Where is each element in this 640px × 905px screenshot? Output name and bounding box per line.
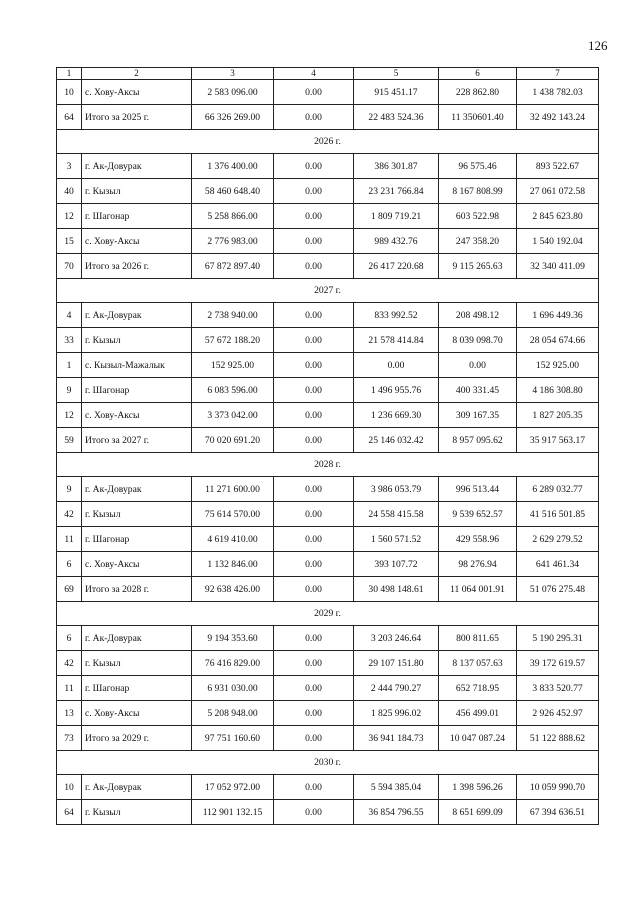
column-5-amount: 1 560 571.52 [354, 527, 439, 552]
table-row [57, 477, 599, 502]
row-number: 70 [57, 254, 82, 279]
column-5-amount: 0.00 [354, 353, 439, 378]
column-7-amount: 2 629 279.52 [517, 527, 599, 552]
table-row [57, 527, 599, 552]
column-5-amount: 393 107.72 [354, 552, 439, 577]
total-amount: 76 416 829.00 [192, 651, 274, 676]
total-amount: 9 194 353.60 [192, 626, 274, 651]
table-row [57, 726, 599, 751]
municipality-name: Итого за 2026 г. [82, 254, 192, 279]
municipality-name: г. Ак-Довурак [82, 303, 192, 328]
column-7-amount: 32 340 411.09 [517, 254, 599, 279]
column-number-header: 7 [517, 68, 599, 80]
column-7-amount: 2 845 623.80 [517, 204, 599, 229]
data-table [56, 67, 599, 825]
total-amount: 1 376 400.00 [192, 154, 274, 179]
column-4-amount: 0.00 [274, 676, 354, 701]
column-7-amount: 39 172 619.57 [517, 651, 599, 676]
year-section-row [57, 751, 599, 775]
municipality-name: г. Кызыл [82, 502, 192, 527]
column-6-amount: 11 350601.40 [439, 105, 517, 130]
column-5-amount: 30 498 148.61 [354, 577, 439, 602]
year-heading: 2029 г. [57, 602, 599, 626]
municipality-name: г. Ак-Довурак [82, 477, 192, 502]
column-5-amount: 1 236 669.30 [354, 403, 439, 428]
municipality-name: с. Хову-Аксы [82, 552, 192, 577]
column-4-amount: 0.00 [274, 229, 354, 254]
row-number: 6 [57, 626, 82, 651]
total-amount: 4 619 410.00 [192, 527, 274, 552]
column-5-amount: 29 107 151.80 [354, 651, 439, 676]
column-4-amount: 0.00 [274, 105, 354, 130]
row-number: 33 [57, 328, 82, 353]
column-5-amount: 26 417 220.68 [354, 254, 439, 279]
total-amount: 3 373 042.00 [192, 403, 274, 428]
total-amount: 6 931 030.00 [192, 676, 274, 701]
column-7-amount: 28 054 674.66 [517, 328, 599, 353]
municipality-name: с. Кызыл-Мажалык [82, 353, 192, 378]
row-number: 15 [57, 229, 82, 254]
table-row [57, 775, 599, 800]
column-4-amount: 0.00 [274, 403, 354, 428]
column-7-amount: 893 522.67 [517, 154, 599, 179]
municipality-name: г. Ак-Довурак [82, 626, 192, 651]
year-heading: 2027 г. [57, 279, 599, 303]
column-4-amount: 0.00 [274, 577, 354, 602]
column-6-amount: 400 331.45 [439, 378, 517, 403]
column-5-amount: 25 146 032.42 [354, 428, 439, 453]
column-6-amount: 8 957 095.62 [439, 428, 517, 453]
row-number: 69 [57, 577, 82, 602]
table-row [57, 254, 599, 279]
column-7-amount: 152 925.00 [517, 353, 599, 378]
column-7-amount: 32 492 143.24 [517, 105, 599, 130]
total-amount: 97 751 160.60 [192, 726, 274, 751]
municipality-name: с. Хову-Аксы [82, 229, 192, 254]
column-5-amount: 833 992.52 [354, 303, 439, 328]
column-7-amount: 51 122 888.62 [517, 726, 599, 751]
column-7-amount: 67 394 636.51 [517, 800, 599, 825]
column-6-amount: 8 651 699.09 [439, 800, 517, 825]
total-amount: 5 208 948.00 [192, 701, 274, 726]
column-7-amount: 4 186 308.80 [517, 378, 599, 403]
municipality-name: г. Ак-Довурак [82, 775, 192, 800]
column-5-amount: 3 986 053.79 [354, 477, 439, 502]
column-6-amount: 603 522.98 [439, 204, 517, 229]
table-row [57, 552, 599, 577]
column-6-amount: 96 575.46 [439, 154, 517, 179]
column-5-amount: 21 578 414.84 [354, 328, 439, 353]
total-amount: 2 776 983.00 [192, 229, 274, 254]
column-7-amount: 2 926 452.97 [517, 701, 599, 726]
table-row [57, 651, 599, 676]
row-number: 6 [57, 552, 82, 577]
column-7-amount: 35 917 563.17 [517, 428, 599, 453]
column-number-header: 5 [354, 68, 439, 80]
column-4-amount: 0.00 [274, 328, 354, 353]
column-7-amount: 1 696 449.36 [517, 303, 599, 328]
table-row [57, 800, 599, 825]
row-number: 64 [57, 105, 82, 130]
municipality-name: Итого за 2027 г. [82, 428, 192, 453]
column-6-amount: 10 047 087.24 [439, 726, 517, 751]
municipality-name: г. Шагонар [82, 378, 192, 403]
column-7-amount: 1 540 192.04 [517, 229, 599, 254]
column-7-amount: 5 190 295.31 [517, 626, 599, 651]
row-number: 9 [57, 477, 82, 502]
row-number: 12 [57, 204, 82, 229]
column-7-amount: 41 516 501.85 [517, 502, 599, 527]
column-number-header-row [57, 68, 599, 80]
column-6-amount: 0.00 [439, 353, 517, 378]
municipality-name: с. Хову-Аксы [82, 701, 192, 726]
year-section-row [57, 130, 599, 154]
row-number: 11 [57, 676, 82, 701]
row-number: 11 [57, 527, 82, 552]
column-number-header: 3 [192, 68, 274, 80]
total-amount: 11 271 600.00 [192, 477, 274, 502]
column-4-amount: 0.00 [274, 502, 354, 527]
total-amount: 58 460 648.40 [192, 179, 274, 204]
table-row [57, 80, 599, 105]
column-5-amount: 36 854 796.55 [354, 800, 439, 825]
column-6-amount: 9 539 652.57 [439, 502, 517, 527]
table-row [57, 353, 599, 378]
municipality-name: Итого за 2029 г. [82, 726, 192, 751]
column-5-amount: 1 496 955.76 [354, 378, 439, 403]
row-number: 64 [57, 800, 82, 825]
column-6-amount: 800 811.65 [439, 626, 517, 651]
column-6-amount: 98 276.94 [439, 552, 517, 577]
column-6-amount: 996 513.44 [439, 477, 517, 502]
column-4-amount: 0.00 [274, 428, 354, 453]
column-5-amount: 386 301.87 [354, 154, 439, 179]
row-number: 73 [57, 726, 82, 751]
column-4-amount: 0.00 [274, 626, 354, 651]
total-amount: 67 872 897.40 [192, 254, 274, 279]
table-row [57, 403, 599, 428]
column-5-amount: 989 432.76 [354, 229, 439, 254]
column-6-amount: 9 115 265.63 [439, 254, 517, 279]
table-row [57, 428, 599, 453]
row-number: 3 [57, 154, 82, 179]
column-4-amount: 0.00 [274, 179, 354, 204]
column-number-header: 2 [82, 68, 192, 80]
column-5-amount: 36 941 184.73 [354, 726, 439, 751]
table-body [57, 68, 599, 825]
municipality-name: с. Хову-Аксы [82, 80, 192, 105]
total-amount: 57 672 188.20 [192, 328, 274, 353]
municipality-name: г. Шагонар [82, 204, 192, 229]
column-5-amount: 24 558 415.58 [354, 502, 439, 527]
column-4-amount: 0.00 [274, 353, 354, 378]
row-number: 12 [57, 403, 82, 428]
municipality-name: г. Шагонар [82, 676, 192, 701]
column-6-amount: 8 167 808.99 [439, 179, 517, 204]
column-number-header: 6 [439, 68, 517, 80]
row-number: 42 [57, 502, 82, 527]
table-row [57, 229, 599, 254]
year-section-row [57, 453, 599, 477]
column-5-amount: 23 231 766.84 [354, 179, 439, 204]
year-heading: 2028 г. [57, 453, 599, 477]
total-amount: 17 052 972.00 [192, 775, 274, 800]
column-4-amount: 0.00 [274, 800, 354, 825]
table-row [57, 328, 599, 353]
column-7-amount: 10 059 990.70 [517, 775, 599, 800]
table-row [57, 154, 599, 179]
column-6-amount: 652 718.95 [439, 676, 517, 701]
row-number: 59 [57, 428, 82, 453]
column-4-amount: 0.00 [274, 204, 354, 229]
column-6-amount: 429 558.96 [439, 527, 517, 552]
total-amount: 2 738 940.00 [192, 303, 274, 328]
column-5-amount: 915 451.17 [354, 80, 439, 105]
municipality-name: с. Хову-Аксы [82, 403, 192, 428]
row-number: 1 [57, 353, 82, 378]
municipality-name: Итого за 2025 г. [82, 105, 192, 130]
column-6-amount: 8 039 098.70 [439, 328, 517, 353]
column-6-amount: 208 498.12 [439, 303, 517, 328]
row-number: 4 [57, 303, 82, 328]
table-row [57, 676, 599, 701]
year-section-row [57, 279, 599, 303]
column-4-amount: 0.00 [274, 477, 354, 502]
column-4-amount: 0.00 [274, 527, 354, 552]
year-section-row [57, 602, 599, 626]
column-7-amount: 1 827 205.35 [517, 403, 599, 428]
municipality-name: г. Кызыл [82, 328, 192, 353]
table-row [57, 577, 599, 602]
column-5-amount: 1 825 996.02 [354, 701, 439, 726]
municipality-name: г. Кызыл [82, 179, 192, 204]
column-4-amount: 0.00 [274, 651, 354, 676]
row-number: 40 [57, 179, 82, 204]
total-amount: 6 083 596.00 [192, 378, 274, 403]
column-4-amount: 0.00 [274, 378, 354, 403]
total-amount: 75 614 570.00 [192, 502, 274, 527]
row-number: 10 [57, 80, 82, 105]
total-amount: 66 326 269.00 [192, 105, 274, 130]
total-amount: 5 258 866.00 [192, 204, 274, 229]
column-5-amount: 3 203 246.64 [354, 626, 439, 651]
total-amount: 2 583 096.00 [192, 80, 274, 105]
column-6-amount: 456 499.01 [439, 701, 517, 726]
total-amount: 1 132 846.00 [192, 552, 274, 577]
table-row [57, 105, 599, 130]
column-6-amount: 309 167.35 [439, 403, 517, 428]
year-heading: 2026 г. [57, 130, 599, 154]
municipality-name: г. Шагонар [82, 527, 192, 552]
year-heading: 2030 г. [57, 751, 599, 775]
column-6-amount: 8 137 057.63 [439, 651, 517, 676]
row-number: 42 [57, 651, 82, 676]
column-6-amount: 247 358.20 [439, 229, 517, 254]
table-row [57, 303, 599, 328]
column-4-amount: 0.00 [274, 80, 354, 105]
municipality-name: г. Кызыл [82, 800, 192, 825]
column-5-amount: 22 483 524.36 [354, 105, 439, 130]
column-4-amount: 0.00 [274, 552, 354, 577]
municipality-name: г. Кызыл [82, 651, 192, 676]
column-5-amount: 1 809 719.21 [354, 204, 439, 229]
table-row [57, 204, 599, 229]
total-amount: 92 638 426.00 [192, 577, 274, 602]
row-number: 13 [57, 701, 82, 726]
column-4-amount: 0.00 [274, 701, 354, 726]
row-number: 9 [57, 378, 82, 403]
column-6-amount: 228 862.80 [439, 80, 517, 105]
column-7-amount: 6 289 032.77 [517, 477, 599, 502]
column-4-amount: 0.00 [274, 154, 354, 179]
total-amount: 70 020 691.20 [192, 428, 274, 453]
table-row [57, 701, 599, 726]
column-7-amount: 641 461.34 [517, 552, 599, 577]
page-number: 126 [588, 38, 608, 53]
row-number: 10 [57, 775, 82, 800]
column-6-amount: 11 064 001.91 [439, 577, 517, 602]
total-amount: 152 925.00 [192, 353, 274, 378]
municipality-name: г. Ак-Довурак [82, 154, 192, 179]
column-6-amount: 1 398 596.26 [439, 775, 517, 800]
table-row [57, 502, 599, 527]
column-5-amount: 5 594 385.04 [354, 775, 439, 800]
column-number-header: 1 [57, 68, 82, 80]
column-4-amount: 0.00 [274, 254, 354, 279]
column-4-amount: 0.00 [274, 303, 354, 328]
column-7-amount: 27 061 072.58 [517, 179, 599, 204]
column-4-amount: 0.00 [274, 775, 354, 800]
column-4-amount: 0.00 [274, 726, 354, 751]
total-amount: 112 901 132.15 [192, 800, 274, 825]
column-5-amount: 2 444 790.27 [354, 676, 439, 701]
municipality-name: Итого за 2028 г. [82, 577, 192, 602]
column-7-amount: 3 833 520.77 [517, 676, 599, 701]
table-row [57, 179, 599, 204]
column-number-header: 4 [274, 68, 354, 80]
column-7-amount: 1 438 782.03 [517, 80, 599, 105]
table-row [57, 378, 599, 403]
column-7-amount: 51 076 275.48 [517, 577, 599, 602]
table-row [57, 626, 599, 651]
